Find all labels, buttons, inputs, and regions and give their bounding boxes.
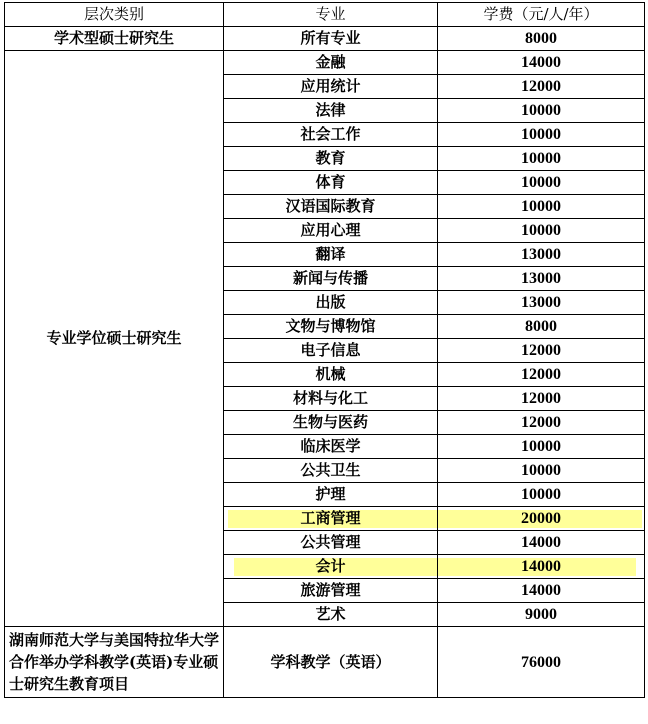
fee-cell: 10000 xyxy=(438,219,645,243)
fee-cell: 13000 xyxy=(438,243,645,267)
table-row-cooperative xyxy=(5,627,645,698)
fee-cell: 10000 xyxy=(438,147,645,171)
fee-cell: 13000 xyxy=(438,291,645,315)
fee-cell: 10000 xyxy=(438,483,645,507)
major-cell: 机械 xyxy=(224,363,438,387)
major-cell: 公共卫生 xyxy=(224,459,438,483)
fee-cell: 10000 xyxy=(438,99,645,123)
level-academic: 学术型硕士研究生 xyxy=(5,27,224,51)
table-header-row xyxy=(5,3,645,27)
fee-cell: 9000 xyxy=(438,603,645,627)
fee-cell: 14000 xyxy=(438,51,645,75)
fee-cell: 10000 xyxy=(438,123,645,147)
major-cell: 新闻与传播 xyxy=(224,267,438,291)
fee-cell xyxy=(438,507,645,531)
fee-cell xyxy=(438,555,645,579)
header-major: 专业 xyxy=(224,3,438,27)
major-cell: 电子信息 xyxy=(224,339,438,363)
major-cell: 学科教学（英语） xyxy=(224,627,438,698)
fee-cell: 8000 xyxy=(438,27,645,51)
major-cell: 社会工作 xyxy=(224,123,438,147)
major-cell: 体育 xyxy=(224,171,438,195)
header-fee: 学费（元/人/年） xyxy=(438,3,645,27)
major-cell: 材料与化工 xyxy=(224,387,438,411)
major-cell: 护理 xyxy=(224,483,438,507)
major-label: 工商管理 xyxy=(300,509,361,527)
tuition-fee-table xyxy=(4,2,645,698)
fee-cell: 12000 xyxy=(438,339,645,363)
fee-label: 14000 xyxy=(521,558,561,575)
major-cell xyxy=(224,555,438,579)
table-row-academic xyxy=(5,27,645,51)
fee-cell: 10000 xyxy=(438,171,645,195)
major-cell xyxy=(224,507,438,531)
fee-cell: 14000 xyxy=(438,531,645,555)
fee-cell: 14000 xyxy=(438,579,645,603)
major-cell: 汉语国际教育 xyxy=(224,195,438,219)
fee-cell: 12000 xyxy=(438,75,645,99)
major-label: 会计 xyxy=(315,557,346,575)
major-cell: 所有专业 xyxy=(224,27,438,51)
fee-cell: 10000 xyxy=(438,435,645,459)
level-cooperative: 湖南师范大学与美国特拉华大学合作举办学科教学(英语)专业硕士研究生教育项目 xyxy=(5,627,224,698)
fee-cell: 8000 xyxy=(438,315,645,339)
header-level: 层次类别 xyxy=(5,3,224,27)
major-cell: 旅游管理 xyxy=(224,579,438,603)
major-cell: 应用心理 xyxy=(224,219,438,243)
fee-cell: 12000 xyxy=(438,411,645,435)
major-cell: 教育 xyxy=(224,147,438,171)
major-cell: 法律 xyxy=(224,99,438,123)
major-cell: 临床医学 xyxy=(224,435,438,459)
fee-cell: 10000 xyxy=(438,195,645,219)
fee-cell: 12000 xyxy=(438,363,645,387)
fee-cell: 12000 xyxy=(438,387,645,411)
fee-cell: 76000 xyxy=(438,627,645,698)
level-professional: 专业学位硕士研究生 xyxy=(5,51,224,627)
major-cell: 翻译 xyxy=(224,243,438,267)
major-cell: 金融 xyxy=(224,51,438,75)
fee-label: 20000 xyxy=(521,510,561,527)
fee-cell: 10000 xyxy=(438,459,645,483)
fee-cell: 13000 xyxy=(438,267,645,291)
table-row xyxy=(5,51,645,75)
major-cell: 艺术 xyxy=(224,603,438,627)
major-cell: 文物与博物馆 xyxy=(224,315,438,339)
major-cell: 生物与医药 xyxy=(224,411,438,435)
major-cell: 应用统计 xyxy=(224,75,438,99)
major-cell: 公共管理 xyxy=(224,531,438,555)
major-cell: 出版 xyxy=(224,291,438,315)
